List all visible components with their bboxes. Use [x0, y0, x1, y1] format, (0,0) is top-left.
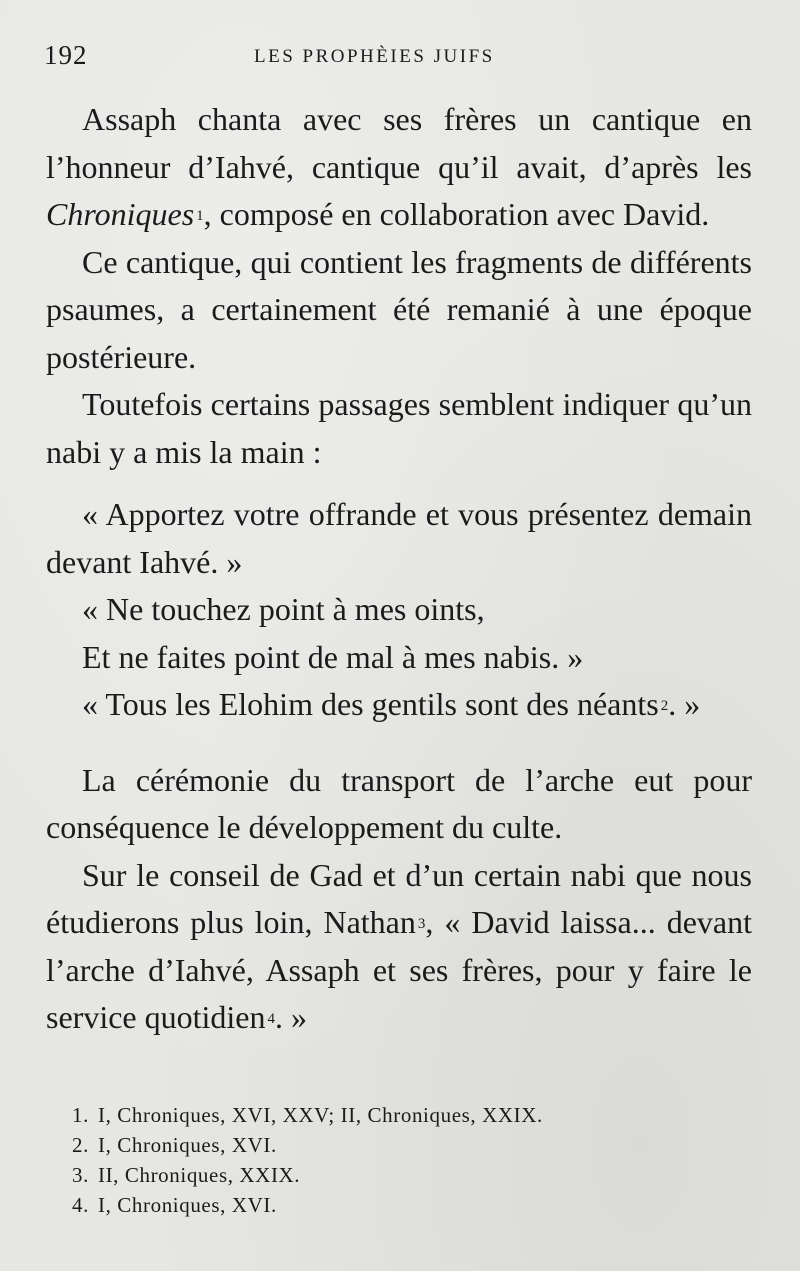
paragraph-5	[46, 852, 752, 1042]
footnote-number: 1.	[72, 1103, 89, 1127]
paragraph-5-text-b: , « David laissa... devant l’arche d’Iahvé, Assaph et ses frères, pour y faire le service quotidien	[46, 904, 753, 1035]
quote-3-text: « Tous les Elohim des gentils sont des néants	[82, 686, 659, 722]
paragraph-5-text-a: Sur le conseil de Gad et d’un certain nabi que nous étudierons plus loin, Nathan	[46, 856, 752, 940]
paragraph-5-text-c: . »	[274, 999, 307, 1035]
footnote-1	[72, 1100, 762, 1130]
footnote-ref-1[interactable]: 1	[196, 208, 204, 224]
footnote-text: I, Chroniques, XVI, XXV; II, Chroniques, XXIX.	[98, 1103, 543, 1127]
after-quotes	[46, 757, 752, 1042]
quote-3-end: . »	[668, 686, 701, 722]
page-header	[44, 40, 756, 76]
footnote-2	[72, 1130, 762, 1160]
quoted-verses	[46, 491, 752, 729]
page-number: 192	[44, 40, 88, 70]
paragraph-3: Toutefois certains passages semblent indiquer qu’un nabi y a mis la main :	[46, 386, 752, 470]
body-text	[46, 96, 752, 1042]
paragraph-1	[46, 96, 752, 239]
footnote-ref-2[interactable]: 2	[660, 698, 669, 714]
footnote-text: I, Chroniques, XVI.	[98, 1133, 277, 1157]
quote-1: « Apportez votre offrande et vous présentez demain devant Iahvé. »	[46, 496, 752, 580]
footnote-number: 3.	[72, 1163, 89, 1187]
footnote-text: II, Chroniques, XXIX.	[98, 1163, 301, 1187]
footnote-number: 2.	[72, 1133, 89, 1157]
quote-2-line-2: Et ne faites point de mal à mes nabis. »	[82, 638, 584, 675]
paragraph-2: Ce cantique, qui contient les fragments de différents psaumes, a certainement été remanié à une époque postérieure.	[46, 243, 752, 375]
footnote-ref-3[interactable]: 3	[417, 916, 426, 932]
paragraph-1-text-a: Assaph chanta avec ses frères un cantique en l’honneur d’Iahvé, cantique qu’il avait, d’après les	[46, 101, 752, 185]
chroniques-italic: Chroniques	[46, 196, 195, 232]
paragraph-1-text-b: , composé en collaboration avec David.	[203, 196, 710, 232]
footnote-4	[72, 1190, 762, 1220]
paragraph-4: La cérémonie du transport de l’arche eut pour conséquence le développement du culte.	[46, 761, 752, 845]
running-title: LES PROPHÈIES JUIFS	[254, 46, 495, 67]
quote-3	[46, 681, 752, 729]
footnote-ref-4[interactable]: 4	[267, 1011, 275, 1027]
footnote-text: I, Chroniques, XVI.	[98, 1193, 277, 1217]
quote-2-line-1: « Ne touchez point à mes oints,	[82, 591, 485, 627]
footnote-3	[72, 1160, 762, 1190]
footnotes	[72, 1100, 762, 1220]
footnote-number: 4.	[72, 1193, 89, 1217]
